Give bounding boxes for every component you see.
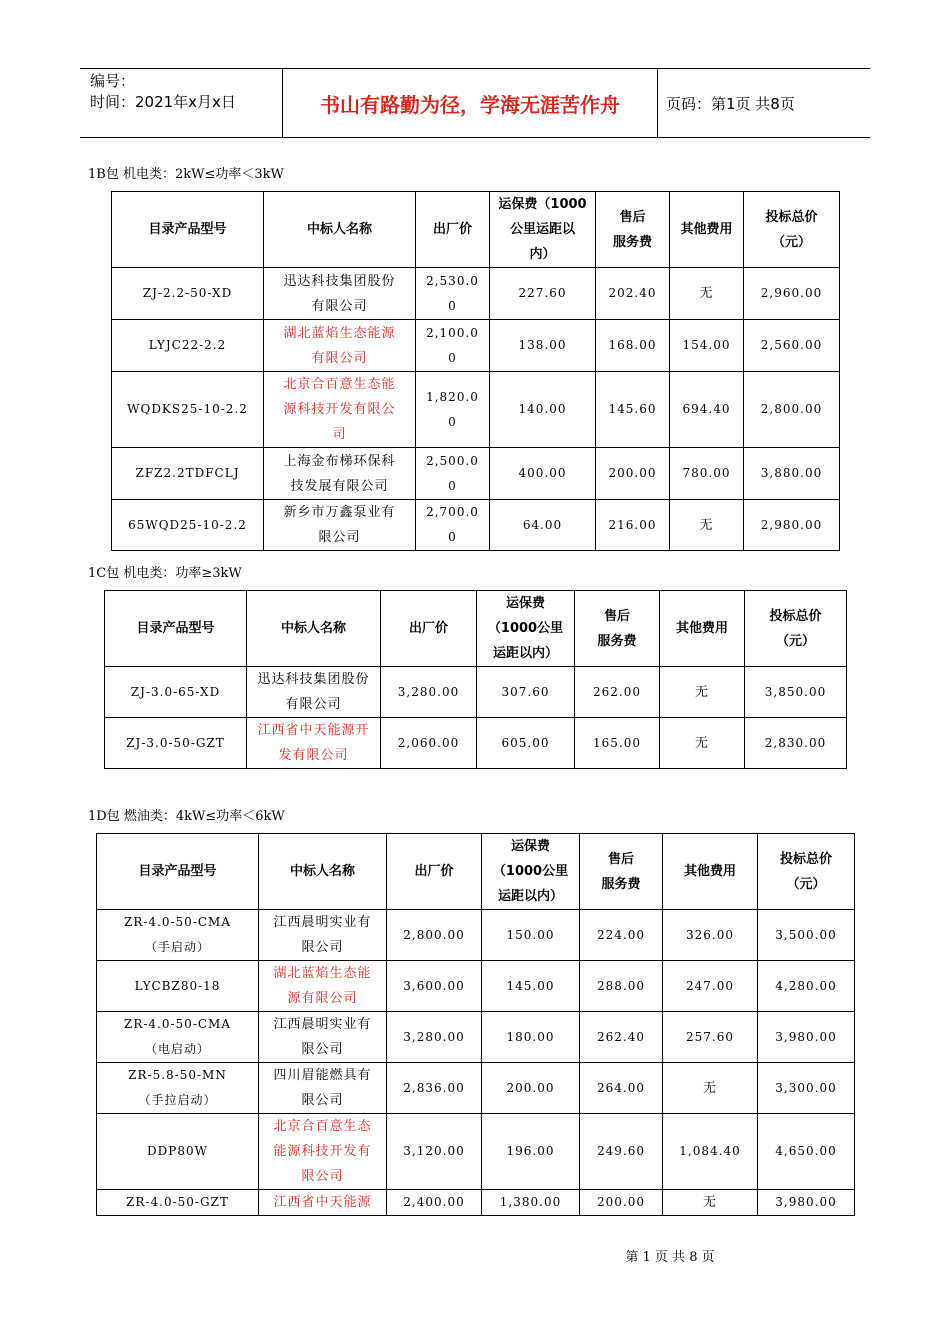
table-row <box>112 448 840 500</box>
bid-table-1d <box>96 833 855 1216</box>
serial-label: 编号： <box>90 72 136 90</box>
cell-total: 4,650.00 <box>758 1114 855 1190</box>
cell-other: 无 <box>670 500 744 551</box>
cell-service: 168.00 <box>596 320 670 372</box>
cell-winner: 北京合百意生态能 源科技开发有限公 司 <box>264 372 416 448</box>
column-header-service: 售后 服务费 <box>575 591 660 667</box>
cell-freight: 196.00 <box>482 1114 580 1190</box>
cell-total: 3,980.00 <box>758 1012 855 1063</box>
cell-model: ZR-5.8-50-MN （手拉启动） <box>97 1063 259 1114</box>
column-header-model: 目录产品型号 <box>112 192 264 268</box>
cell-model: 65WQD25-10-2.2 <box>112 500 264 551</box>
cell-other: 无 <box>663 1063 758 1114</box>
table-row <box>97 1063 855 1114</box>
column-header-service: 售后 服务费 <box>596 192 670 268</box>
cell-freight: 227.60 <box>490 268 596 320</box>
cell-winner: 江西晨明实业有 限公司 <box>259 910 387 961</box>
column-header-winner: 中标人名称 <box>259 834 387 910</box>
cell-model: ZR-4.0-50-CMA （电启动） <box>97 1012 259 1063</box>
table-header-row <box>105 591 847 667</box>
cell-service: 249.60 <box>580 1114 663 1190</box>
cell-price: 2,836.00 <box>387 1063 482 1114</box>
cell-freight: 150.00 <box>482 910 580 961</box>
cell-total: 3,300.00 <box>758 1063 855 1114</box>
cell-price: 2,100.0 0 <box>416 320 490 372</box>
cell-total: 2,800.00 <box>744 372 840 448</box>
cell-price: 2,400.00 <box>387 1190 482 1216</box>
table-row <box>105 667 847 718</box>
cell-model: ZJ-3.0-65-XD <box>105 667 247 718</box>
cell-price: 3,280.00 <box>381 667 477 718</box>
column-header-freight: 运保费 （1000公里 运距以内） <box>482 834 580 910</box>
cell-service: 262.40 <box>580 1012 663 1063</box>
cell-freight: 1,380.00 <box>482 1190 580 1216</box>
header-meta <box>90 69 282 137</box>
column-header-freight: 运保费 （1000公里 运距以内） <box>477 591 575 667</box>
cell-service: 200.00 <box>580 1190 663 1216</box>
table-row <box>97 961 855 1012</box>
cell-other: 无 <box>670 268 744 320</box>
cell-other: 247.00 <box>663 961 758 1012</box>
cell-model: LYJC22-2.2 <box>112 320 264 372</box>
cell-winner: 迅达科技集团股份 有限公司 <box>247 667 381 718</box>
cell-price: 2,700.0 0 <box>416 500 490 551</box>
cell-model: DDP80W <box>97 1114 259 1190</box>
cell-service: 264.00 <box>580 1063 663 1114</box>
document-header <box>80 68 870 138</box>
header-motto: 书山有路勤为径，学海无涯苦作舟 <box>282 69 658 137</box>
table-row <box>112 372 840 448</box>
cell-price: 1,820.0 0 <box>416 372 490 448</box>
cell-total: 2,560.00 <box>744 320 840 372</box>
cell-model: ZJ-3.0-50-GZT <box>105 718 247 769</box>
cell-price: 2,500.0 0 <box>416 448 490 500</box>
cell-price: 3,280.00 <box>387 1012 482 1063</box>
column-header-service: 售后 服务费 <box>580 834 663 910</box>
cell-freight: 64.00 <box>490 500 596 551</box>
cell-price: 2,060.00 <box>381 718 477 769</box>
column-header-total: 投标总价 （元） <box>758 834 855 910</box>
cell-freight: 140.00 <box>490 372 596 448</box>
footer-page-number: 第 1 页 共 8 页 <box>625 1250 715 1265</box>
cell-other: 326.00 <box>663 910 758 961</box>
column-header-other: 其他费用 <box>663 834 758 910</box>
cell-service: 165.00 <box>575 718 660 769</box>
cell-winner: 四川眉能燃具有 限公司 <box>259 1063 387 1114</box>
column-header-total: 投标总价 （元） <box>744 192 840 268</box>
table-row <box>112 320 840 372</box>
cell-model: WQDKS25-10-2.2 <box>112 372 264 448</box>
cell-winner: 新乡市万鑫泵业有 限公司 <box>264 500 416 551</box>
cell-model: ZR-4.0-50-GZT <box>97 1190 259 1216</box>
cell-total: 3,850.00 <box>745 667 847 718</box>
column-header-price: 出厂价 <box>387 834 482 910</box>
table-row <box>97 1114 855 1190</box>
table-header-row <box>112 192 840 268</box>
column-header-price: 出厂价 <box>416 192 490 268</box>
cell-model: ZJ-2.2-50-XD <box>112 268 264 320</box>
cell-freight: 605.00 <box>477 718 575 769</box>
cell-winner: 迅达科技集团股份 有限公司 <box>264 268 416 320</box>
cell-winner: 江西晨明实业有 限公司 <box>259 1012 387 1063</box>
cell-freight: 400.00 <box>490 448 596 500</box>
column-header-model: 目录产品型号 <box>97 834 259 910</box>
cell-freight: 180.00 <box>482 1012 580 1063</box>
table-header-row <box>97 834 855 910</box>
column-header-total: 投标总价 （元） <box>745 591 847 667</box>
cell-other: 780.00 <box>670 448 744 500</box>
cell-service: 262.00 <box>575 667 660 718</box>
table-row <box>105 718 847 769</box>
cell-total: 4,280.00 <box>758 961 855 1012</box>
cell-other: 无 <box>660 667 745 718</box>
cell-winner: 北京合百意生态 能源科技开发有 限公司 <box>259 1114 387 1190</box>
cell-service: 200.00 <box>596 448 670 500</box>
column-header-winner: 中标人名称 <box>264 192 416 268</box>
cell-service: 224.00 <box>580 910 663 961</box>
column-header-freight: 运保费（1000 公里运距以 内） <box>490 192 596 268</box>
cell-price: 3,600.00 <box>387 961 482 1012</box>
cell-freight: 200.00 <box>482 1063 580 1114</box>
date-label: 时间：2021年x月x日 <box>90 93 236 111</box>
column-header-other: 其他费用 <box>670 192 744 268</box>
cell-total: 2,980.00 <box>744 500 840 551</box>
cell-total: 2,830.00 <box>745 718 847 769</box>
table-row <box>97 1190 855 1216</box>
cell-other: 无 <box>663 1190 758 1216</box>
cell-winner: 江西省中天能源 <box>259 1190 387 1216</box>
table-row <box>97 1012 855 1063</box>
cell-freight: 307.60 <box>477 667 575 718</box>
cell-model: LYCBZ80-18 <box>97 961 259 1012</box>
cell-total: 3,980.00 <box>758 1190 855 1216</box>
cell-other: 694.40 <box>670 372 744 448</box>
cell-total: 3,880.00 <box>744 448 840 500</box>
cell-price: 2,800.00 <box>387 910 482 961</box>
cell-service: 145.60 <box>596 372 670 448</box>
section-title-1b: 1B包 机电类：2kW≤功率＜3kW <box>88 167 284 182</box>
column-header-model: 目录产品型号 <box>105 591 247 667</box>
cell-freight: 138.00 <box>490 320 596 372</box>
cell-total: 3,500.00 <box>758 910 855 961</box>
bid-table-1c <box>104 590 847 769</box>
cell-other: 1,084.40 <box>663 1114 758 1190</box>
page-footer <box>0 1246 950 1265</box>
cell-other: 无 <box>660 718 745 769</box>
cell-service: 288.00 <box>580 961 663 1012</box>
cell-winner: 上海金布梯环保科 技发展有限公司 <box>264 448 416 500</box>
section-title-1d: 1D包 燃油类：4kW≤功率＜6kW <box>88 809 285 824</box>
cell-price: 3,120.00 <box>387 1114 482 1190</box>
table-row <box>112 500 840 551</box>
bid-table-1b <box>111 191 840 551</box>
cell-model: ZR-4.0-50-CMA （手启动） <box>97 910 259 961</box>
cell-other: 257.60 <box>663 1012 758 1063</box>
cell-freight: 145.00 <box>482 961 580 1012</box>
cell-model: ZFZ2.2TDFCLJ <box>112 448 264 500</box>
cell-service: 216.00 <box>596 500 670 551</box>
table-row <box>112 268 840 320</box>
cell-price: 2,530.0 0 <box>416 268 490 320</box>
cell-winner: 湖北蓝焰生态能 源有限公司 <box>259 961 387 1012</box>
cell-total: 2,960.00 <box>744 268 840 320</box>
column-header-winner: 中标人名称 <box>247 591 381 667</box>
column-header-price: 出厂价 <box>381 591 477 667</box>
table-row <box>97 910 855 961</box>
cell-winner: 湖北蓝焰生态能源 有限公司 <box>264 320 416 372</box>
column-header-other: 其他费用 <box>660 591 745 667</box>
cell-winner: 江西省中天能源开 发有限公司 <box>247 718 381 769</box>
cell-service: 202.40 <box>596 268 670 320</box>
cell-other: 154.00 <box>670 320 744 372</box>
header-page-info: 页码：第1页 共8页 <box>666 94 795 113</box>
section-title-1c: 1C包 机电类：功率≥3kW <box>88 566 242 581</box>
